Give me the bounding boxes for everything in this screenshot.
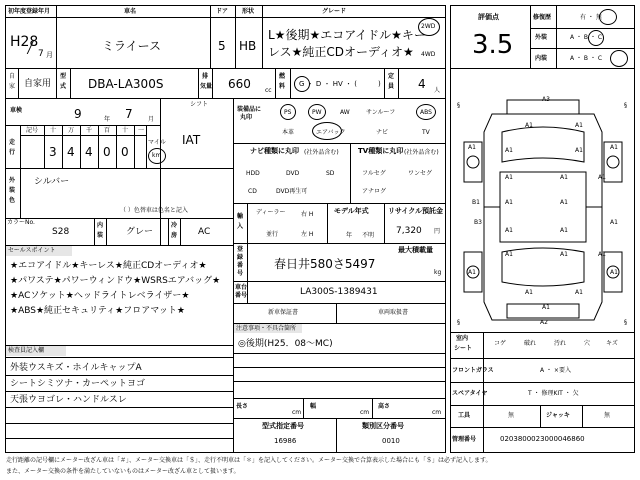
diag-a1: A1 [610, 269, 618, 276]
color-no: S28 [52, 227, 70, 237]
type-no: 16986 [274, 437, 297, 445]
tools-value: 無 [508, 412, 515, 419]
chassis-label-1: 車台 [235, 284, 248, 291]
class-no: 0010 [382, 437, 400, 445]
diag-a1: A1 [505, 199, 513, 206]
inspection-month: 7 [125, 107, 133, 121]
ac-label-2: 房 [171, 232, 178, 239]
diag-a1: A1 [525, 289, 533, 296]
tv-oneseg: ワンセグ [408, 170, 433, 177]
notes-label: 注意事項・不具合箇所 [236, 325, 297, 332]
steer-left: 左 H [301, 231, 314, 238]
doors: 5 [218, 39, 226, 53]
seat-label-2: シート [454, 345, 473, 352]
inspection-month-unit: 月 [148, 116, 155, 123]
regno: 春日井580さ5497 [274, 257, 376, 271]
mileage-digit-3: 4 [85, 145, 93, 159]
diag-a1: A1 [468, 144, 476, 151]
equip-abs: ABS [420, 109, 432, 116]
model-label-1: 型 [60, 73, 67, 80]
use-label-2: 家 [9, 83, 16, 90]
spare-label: スペアタイヤ [452, 390, 488, 397]
diag-a1: A1 [505, 251, 513, 258]
ac-label-1: 冷 [171, 222, 178, 229]
diag-a1: A1 [575, 122, 583, 129]
fuel-label-2: 料 [279, 83, 286, 90]
repair-options: 有 ・ 無 [580, 14, 602, 21]
reg-month-unit: 月 [46, 51, 53, 59]
diag-a3: A3 [542, 96, 550, 103]
nav-hdd: HDD [246, 170, 260, 177]
mgmt-label: 管理番号 [452, 436, 477, 443]
grade-label: グレード [322, 8, 347, 15]
mileage-label-2: 行 [9, 149, 16, 156]
reg-month: 7 [38, 49, 44, 59]
mileage-digit-1: 3 [49, 145, 57, 159]
interior-label-1: 内 [97, 222, 104, 229]
model-year-unknown: 不明 [362, 232, 375, 239]
grade-line1: L★後期★エコアイドル★キー [268, 28, 426, 42]
sales-point: ★エコアイドル★キーレス★純正CDオーディオ★ [10, 261, 207, 271]
type-no-label: 型式指定番号 [262, 422, 304, 430]
use-private: 自家用 [24, 79, 52, 89]
diag-label: § [624, 102, 627, 109]
seat-tear: 破れ [524, 340, 537, 347]
equip-sunroof: サンルーフ [366, 109, 396, 116]
exterior-label-3: 色 [9, 197, 16, 204]
windshield-value: A ・ ×要入 [540, 367, 571, 374]
seat-scratch: キズ [606, 340, 618, 347]
color-no-label: カラーNo. [7, 219, 35, 226]
capacity-label-2: 員 [388, 83, 395, 90]
diag-a1: A1 [610, 144, 618, 151]
equip-nav: ナビ [376, 129, 389, 136]
regno-label-4: 号 [237, 270, 244, 277]
mileage-header-4: 百 [104, 127, 111, 134]
exterior-label-1: 外 [9, 177, 16, 184]
diag-a1: A1 [505, 147, 513, 154]
fuel-options: G ・ D ・ HV ・ ( ) [299, 80, 381, 88]
equip-ps: PS [284, 109, 292, 116]
nav-label: ナビ種類に丸印 [250, 147, 299, 155]
recycle-label: リサイクル預託金 [388, 207, 444, 215]
capacity-unit: 人 [434, 87, 441, 94]
width-unit: cm [360, 409, 370, 416]
chassis-label-2: 番号 [235, 292, 248, 299]
car-damage-diagram [452, 92, 634, 332]
import-dealer: ディーラー [256, 209, 286, 216]
mileage-digit-2: 4 [67, 145, 75, 159]
sales-point: ★ABS★純正セキュリティ★フロアマット★ [10, 306, 185, 316]
exterior-grade: A ・ B ・ C [570, 34, 603, 41]
ac: AC [198, 227, 211, 237]
diag-label: § [624, 319, 627, 326]
import-label-2: 入 [237, 223, 244, 230]
tv-analog: アナログ [362, 188, 387, 195]
exterior-grade-label: 外装 [535, 34, 548, 41]
width-label: 幅 [310, 403, 317, 410]
model-year-unit: 年 [346, 232, 353, 239]
regno-label-3: 番 [237, 262, 244, 269]
nav-note: (社外品含む) [304, 149, 339, 156]
tv-note: (社外品含む) [404, 149, 439, 156]
mileage-header-2: 万 [68, 127, 75, 134]
length-label: 長さ [236, 403, 249, 410]
nav-cd: CD [248, 188, 257, 195]
equip-aw: AW [340, 109, 350, 116]
import-parallel: 並行 [266, 231, 279, 238]
doors-label: ドア [216, 8, 228, 15]
inspector-note: 外装ウスキズ・ホイルキャップA [10, 363, 142, 373]
nav-dvd-play: DVD再生可 [276, 188, 308, 195]
diag-a1: A1 [560, 227, 568, 234]
drive-2wd: 2WD [421, 23, 436, 30]
interior-label-2: 装 [97, 232, 104, 239]
score-label: 評価点 [478, 13, 499, 21]
diag-label: § [457, 102, 460, 109]
regno-label-1: 登 [237, 246, 244, 253]
mileage-digit-4: 0 [103, 145, 111, 159]
equip-airbag: エアバック [316, 129, 346, 136]
manual-label: 車両取扱書 [378, 309, 409, 316]
fuel-label-1: 燃 [279, 73, 286, 80]
equipment-label-1: 装備品に [237, 106, 262, 113]
diag-a1: A1 [575, 147, 583, 154]
max-load-label: 最大積載量 [398, 246, 433, 254]
tools-label: 工具 [458, 412, 471, 419]
diag-a1: A1 [575, 289, 583, 296]
mileage-header-1: 十 [50, 127, 57, 134]
jack-value: 無 [604, 412, 611, 419]
mgmt-no: 0203800023000046860 [500, 435, 585, 443]
displacement-unit: cc [265, 87, 272, 94]
windshield-label: フロントガラス [452, 367, 494, 374]
inspection-label: 車検 [10, 107, 23, 114]
mileage-header-6: 一 [138, 127, 145, 134]
diag-a1: A1 [610, 219, 618, 226]
model-label-2: 式 [60, 83, 67, 90]
sales-point: ★ACソケット★ヘッドライトレベライザー★ [10, 291, 190, 301]
height-unit: cm [432, 409, 442, 416]
diag-a1: A1 [560, 251, 568, 258]
color-note: （ ）色替車は色名と記入 [120, 207, 188, 214]
capacity: 4 [418, 77, 426, 91]
shift-label: シフト [190, 101, 209, 108]
body-label: 形状 [242, 8, 255, 15]
interior-color: グレー [126, 227, 154, 237]
mileage-unit-mile: マイル [148, 139, 166, 146]
exterior-label-2: 装 [9, 187, 16, 194]
interior-grade-circle [610, 50, 628, 67]
diag-b3: B3 [474, 219, 482, 226]
recycle-unit: 円 [434, 228, 441, 235]
equip-leather: 本革 [282, 129, 295, 136]
seat-dirt: 汚れ [554, 340, 567, 347]
diag-b1: B1 [472, 199, 480, 206]
diag-a1: A1 [598, 251, 606, 258]
diag-a1: A1 [505, 227, 513, 234]
inspector-label: 検査員記入欄 [8, 347, 45, 354]
use-label-1: 自 [9, 73, 16, 80]
spare-value: T ・ 修理KIT ・ 欠 [528, 390, 579, 397]
steer-right: 右 H [301, 211, 314, 218]
recycle-value: 7,320 [396, 226, 422, 236]
chassis-no: LA300S-1389431 [300, 287, 378, 297]
exterior-color: シルバー [34, 177, 70, 187]
diag-a1: A1 [598, 174, 606, 181]
model-code: DBA-LA300S [88, 77, 164, 91]
jack-label: ジャッキ [546, 412, 570, 419]
interior-grade: A ・ B ・ C [570, 55, 603, 62]
displacement-label-2: 気量 [200, 83, 213, 90]
diag-a1: A1 [468, 269, 476, 276]
warranty-label: 新車保証書 [268, 309, 299, 316]
equip-tv: TV [422, 129, 430, 136]
shift: IAT [182, 133, 201, 147]
repair-label: 修復歴 [533, 14, 552, 21]
nav-sd: SD [326, 170, 335, 177]
interior-grade-label: 内装 [535, 55, 548, 62]
reg-year-label: 初年度登録年月 [8, 8, 51, 15]
equip-pw: PW [312, 109, 322, 116]
name-label: 車名 [124, 8, 137, 15]
tv-fullseg: フルセグ [362, 170, 386, 177]
grade-line2: レス★純正CDオーディオ★ [268, 45, 414, 59]
diag-a1: A1 [560, 174, 568, 181]
equipment-label-2: 丸印 [240, 114, 253, 121]
seat-burn: コゲ [494, 340, 507, 347]
inspection-year: 9 [74, 107, 82, 121]
inspector-note: シートシミツナ・カーペットヨゴ [10, 379, 146, 389]
length-unit: cm [292, 409, 302, 416]
inspector-note: 天張ウヨゴレ・ハンドルスレ [10, 395, 127, 405]
sales-point: ★パワステ★パワーウィンドウ★WSRSエアバッグ★ [10, 276, 221, 286]
class-no-label: 類別区分番号 [362, 422, 404, 430]
inspection-year-unit: 年 [104, 116, 111, 123]
footer-note-1: 走行距離の記号欄にメーター改ざん車は「＃」、メーター交換車は「＄」、走行不明車は「＊」を記入してください。メーター交換で合算表示した場合にも「＄」は必ず記入します。 [6, 457, 492, 464]
capacity-label-1: 定 [388, 73, 395, 80]
diag-a1: A1 [525, 122, 533, 129]
mileage-label-1: 走 [9, 139, 16, 146]
notes-item: ◎後期(H25．08～MC) [238, 339, 333, 349]
body-type: HB [239, 39, 257, 53]
tv-label: TV種類に丸印 [358, 147, 404, 155]
mileage-header-5: 十 [122, 127, 129, 134]
diag-label: § [457, 319, 460, 326]
displacement: 660 [228, 77, 251, 91]
score-value: 3.5 [472, 30, 514, 60]
displacement-label-1: 排 [202, 73, 209, 80]
max-load-unit: kg [434, 269, 442, 276]
import-label-1: 輸 [237, 213, 244, 220]
diag-a1: A1 [505, 174, 513, 181]
diag-a1: A1 [560, 199, 568, 206]
drive-4wd: 4WD [421, 51, 436, 58]
mileage-header-0: 記号 [26, 127, 39, 134]
diag-a1: A1 [542, 304, 550, 311]
mileage-header-3: 千 [86, 127, 93, 134]
height-label: 高さ [378, 403, 391, 410]
model-year-label: モデル年式 [334, 207, 369, 215]
mileage-digit-5: 0 [121, 145, 129, 159]
regno-label-2: 録 [237, 254, 244, 261]
diag-a2: A2 [540, 319, 548, 326]
footer-note-2: また、メーター交換の条件を満たしていないものはメーター改ざん車として扱います。 [6, 468, 240, 475]
car-name: ミライース [102, 39, 162, 53]
reg-year: H28 [10, 34, 39, 50]
nav-dvd: DVD [286, 170, 300, 177]
seat-label-1: 室内 [456, 335, 469, 342]
seat-hole: 穴 [584, 340, 591, 347]
sales-points-label: セールスポイント [8, 247, 56, 254]
mileage-unit-km: km [152, 152, 162, 159]
